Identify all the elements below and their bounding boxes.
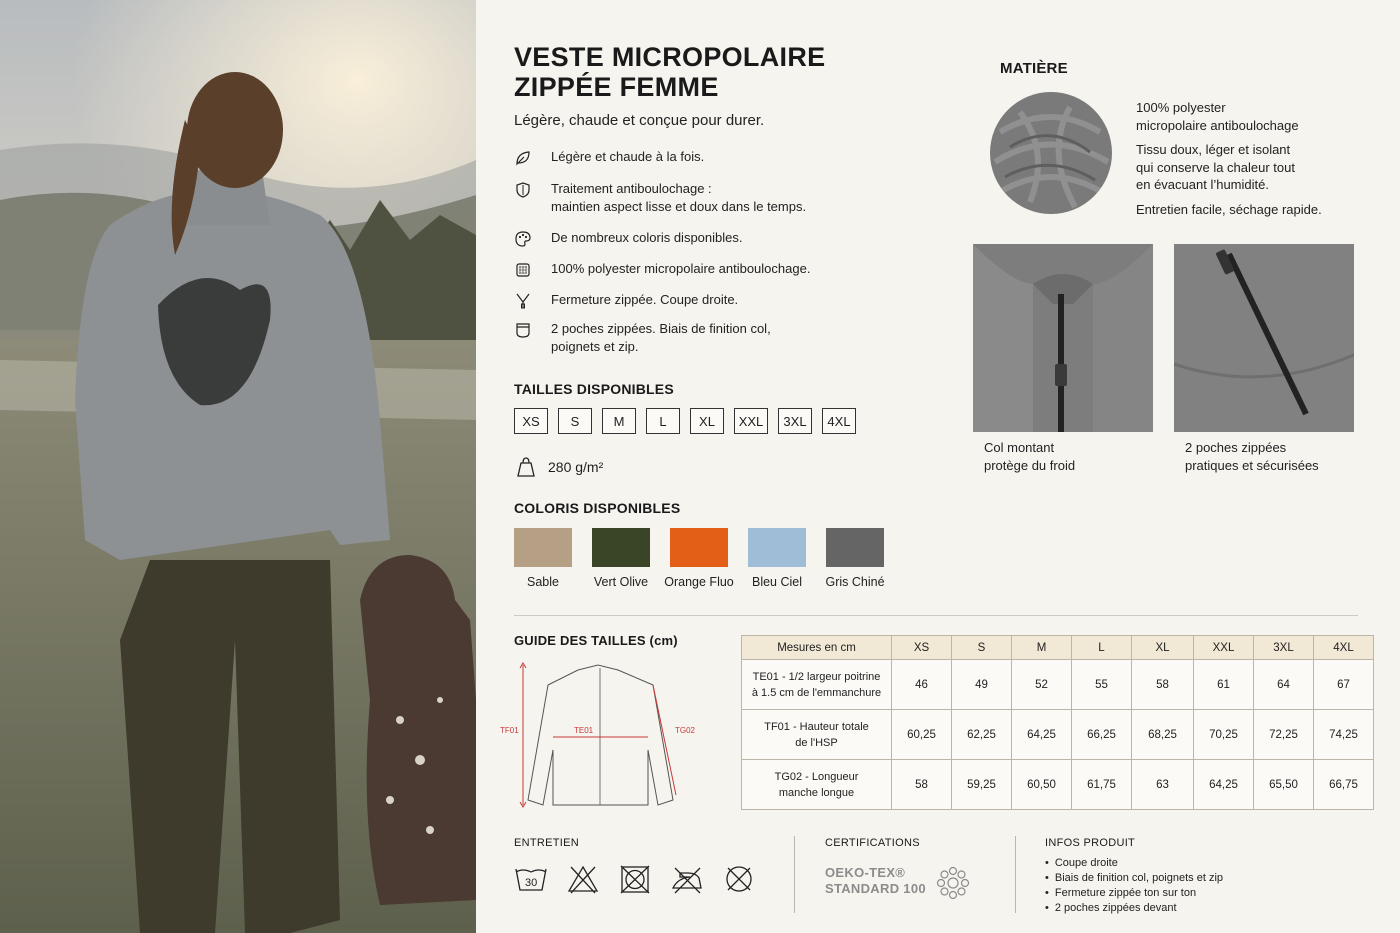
pocket-detail-image (1174, 244, 1354, 432)
list-item: • Coupe droite (1045, 856, 1223, 871)
size-guide-heading: GUIDE DES TAILLES (cm) (514, 633, 678, 648)
table-cell: 60,50 (1012, 760, 1072, 810)
color-swatch[interactable] (592, 528, 650, 567)
divider (1015, 836, 1016, 913)
list-item: • 2 poches zippées devant (1045, 901, 1223, 916)
table-cell: 49 (952, 660, 1012, 710)
tg02-label: TG02 (675, 726, 696, 735)
zipper-icon (514, 292, 532, 310)
list-item: • Fermeture zippée ton sur ton (1045, 886, 1223, 901)
color-swatch[interactable] (514, 528, 572, 567)
color-options (514, 528, 884, 589)
size-table (741, 635, 1374, 810)
table-cell: 64,25 (1012, 710, 1072, 760)
care-icons (514, 864, 756, 894)
section-divider (514, 615, 1358, 616)
table-cell: 59,25 (952, 760, 1012, 810)
row-label: TE01 - 1/2 largeur poitrine à 1.5 cm de l'emmanchure (742, 660, 892, 710)
table-cell: 70,25 (1194, 710, 1254, 760)
table-cell: 62,25 (952, 710, 1012, 760)
weight-icon (514, 455, 538, 479)
no-tumble-dry-icon (618, 864, 652, 894)
te01-label: TE01 (574, 726, 594, 735)
table-header: 4XL (1314, 636, 1374, 660)
fabric-closeup-image (990, 92, 1112, 214)
table-cell: 52 (1012, 660, 1072, 710)
table-cell: 55 (1072, 660, 1132, 710)
color-option-sable[interactable]: Sable (514, 528, 572, 589)
jacket-measurement-diagram (498, 660, 708, 815)
collar-detail-image (973, 244, 1153, 432)
color-option-orange-fluo[interactable]: Orange Fluo (670, 528, 728, 589)
fabric-icon (514, 261, 532, 279)
collar-caption: Col montant protège du froid (984, 440, 1076, 473)
no-dry-clean-icon (722, 864, 756, 894)
feature-item: Traitement antiboulochage : maintien aspect lisse et doux dans le temps. (514, 180, 806, 216)
table-cell: 58 (892, 760, 952, 810)
infos-list (1045, 856, 1223, 916)
table-header-row (742, 636, 1374, 660)
size-option-xs[interactable]: XS (514, 408, 548, 434)
weight-value: 280 g/m² (548, 459, 604, 475)
table-cell: 66,25 (1072, 710, 1132, 760)
lifestyle-photo (0, 0, 476, 933)
table-cell: 68,25 (1132, 710, 1194, 760)
care-heading: ENTRETIEN (514, 837, 580, 849)
color-option-vert-olive[interactable]: Vert Olive (592, 528, 650, 589)
size-option-m[interactable]: M (602, 408, 636, 434)
table-cell: 63 (1132, 760, 1194, 810)
color-swatch[interactable] (748, 528, 806, 567)
table-header: XS (892, 636, 952, 660)
oeko-tex-logo-icon (934, 864, 972, 902)
table-cell: 60,25 (892, 710, 952, 760)
leaf-icon (514, 149, 532, 167)
size-options (514, 408, 856, 434)
color-option-bleu-ciel[interactable]: Bleu Ciel (748, 528, 806, 589)
size-option-3xl[interactable]: 3XL (778, 408, 812, 434)
product-title: VESTE MICROPOLAIRE ZIPPÉE FEMME (514, 42, 826, 102)
product-subtitle: Légère, chaude et conçue pour durer. (514, 112, 765, 129)
table-cell: 66,75 (1314, 760, 1374, 810)
wash-30-icon (514, 864, 548, 894)
table-row (742, 660, 1374, 710)
table-cell: 74,25 (1314, 710, 1374, 760)
certifications-heading: CERTIFICATIONS (825, 837, 920, 849)
table-cell: 46 (892, 660, 952, 710)
table-cell: 64 (1254, 660, 1314, 710)
size-option-l[interactable]: L (646, 408, 680, 434)
no-iron-icon (670, 864, 704, 894)
feature-item: 100% polyester micropolaire antiboulochage. (514, 260, 810, 278)
color-option-gris-chine[interactable]: Gris Chiné (826, 528, 884, 589)
table-cell: 61 (1194, 660, 1254, 710)
feature-item: 2 poches zippées. Biais de finition col, poignets et zip. (514, 320, 771, 356)
size-option-xxl[interactable]: XXL (734, 408, 768, 434)
product-sheet (476, 0, 1400, 933)
svg-text:30: 30 (525, 877, 538, 889)
table-cell: 64,25 (1194, 760, 1254, 810)
row-label: TF01 - Hauteur totale de l'HSP (742, 710, 892, 760)
fabric-weight (514, 455, 603, 479)
size-option-xl[interactable]: XL (690, 408, 724, 434)
infos-heading: INFOS PRODUIT (1045, 837, 1136, 849)
divider (794, 836, 795, 913)
feature-item: De nombreux coloris disponibles. (514, 229, 742, 247)
table-header: XL (1132, 636, 1194, 660)
color-swatch[interactable] (670, 528, 728, 567)
row-label: TG02 - Longueur manche longue (742, 760, 892, 810)
table-header: L (1072, 636, 1132, 660)
feature-item: Légère et chaude à la fois. (514, 148, 704, 166)
table-header: Mesures en cm (742, 636, 892, 660)
sizes-heading: TAILLES DISPONIBLES (514, 381, 674, 397)
list-item: • Biais de finition col, poignets et zip (1045, 871, 1223, 886)
table-header: M (1012, 636, 1072, 660)
table-cell: 67 (1314, 660, 1374, 710)
table-cell: 65,50 (1254, 760, 1314, 810)
oeko-tex-label: OEKO-TEX® STANDARD 100 (825, 865, 926, 896)
table-cell: 72,25 (1254, 710, 1314, 760)
palette-icon (514, 230, 532, 248)
table-header: XXL (1194, 636, 1254, 660)
pocket-caption: 2 poches zippées pratiques et sécurisées (1185, 440, 1319, 473)
material-heading: MATIÈRE (1000, 60, 1068, 77)
shield-icon (514, 181, 532, 199)
table-header: 3XL (1254, 636, 1314, 660)
no-bleach-icon (566, 864, 600, 894)
tf01-label: TF01 (500, 726, 519, 735)
color-swatch[interactable] (826, 528, 884, 567)
table-cell: 58 (1132, 660, 1194, 710)
table-header: S (952, 636, 1012, 660)
colors-heading: COLORIS DISPONIBLES (514, 500, 681, 516)
material-description: 100% polyester micropolaire antiboulochage Tissu doux, léger et isolant qui conserve la chaleur tout en évacuant l’humidité. Entretien facile, séchage rapide. (1136, 100, 1322, 217)
table-row (742, 710, 1374, 760)
table-cell: 61,75 (1072, 760, 1132, 810)
size-option-s[interactable]: S (558, 408, 592, 434)
pocket-icon (514, 321, 532, 339)
feature-item: Fermeture zippée. Coupe droite. (514, 291, 738, 309)
table-row (742, 760, 1374, 810)
size-option-4xl[interactable]: 4XL (822, 408, 856, 434)
